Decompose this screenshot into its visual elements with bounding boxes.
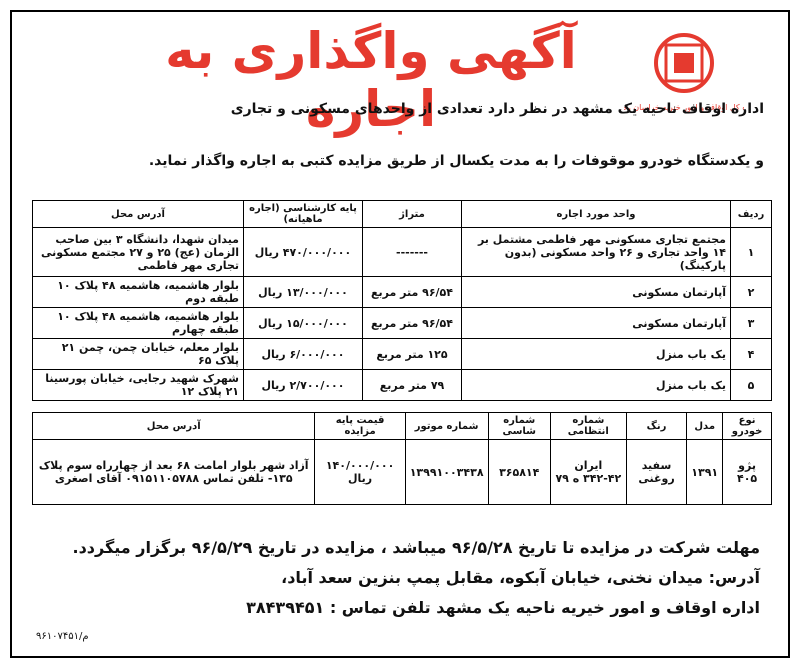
header-address: آدرس محل <box>33 201 244 228</box>
table-cell: ۱۲۵ متر مربع <box>363 339 462 370</box>
table-cell: ۲/۷۰۰/۰۰۰ ریال <box>244 370 363 401</box>
table-cell: مجتمع تجاری مسکونی مهر فاطمی مشتمل بر ۱۴ واحد تجاری و ۲۶ واحد مسکونی (بدون پارکینگ) <box>462 228 731 277</box>
svg-text:اداره کل اوقاف و امور خیریه خر: کل اوقاف و امور خیریه خراسان ر <box>626 103 740 112</box>
vehicle-header: شماره انتظامی <box>550 413 626 440</box>
address-text: آدرس: میدان نخنی، خیابان آبکوه، مقابل پمپ بنزین سعد آباد، <box>281 568 760 587</box>
table-cell: یک باب منزل <box>462 370 731 401</box>
table-cell: ۵ <box>731 370 772 401</box>
table-cell: ۱۵/۰۰۰/۰۰۰ ریال <box>244 308 363 339</box>
vehicle-header: شماره شاسی <box>488 413 550 440</box>
page-title: آگهی واگذاری به اجاره <box>165 22 577 138</box>
header-price: پایه کارشناسی (اجاره ماهیانه) <box>244 201 363 228</box>
deadline-text: مهلت شرکت در مزایده تا تاریخ ۹۶/۵/۲۸ میباشد ، مزایده در تاریخ ۹۶/۵/۲۹ برگزار میگردد. <box>72 538 760 557</box>
table-row <box>33 339 772 370</box>
vehicle-cell: پژو ۴۰۵ <box>723 440 772 505</box>
table-cell: ۹۶/۵۴ متر مربع <box>363 277 462 308</box>
table-cell: ۴ <box>731 339 772 370</box>
table-cell: بلوار هاشمیه، هاشمیه ۴۸ پلاک ۱۰ طبقه چهارم <box>33 308 244 339</box>
header-unit: واحد مورد اجاره <box>462 201 731 228</box>
table-row <box>33 228 772 277</box>
table-cell: ۲ <box>731 277 772 308</box>
table-cell: بلوار معلم، خیابان چمن، چمن ۲۱ پلاک ۶۵ <box>33 339 244 370</box>
table-cell: آپارتمان مسکونی <box>462 277 731 308</box>
vehicle-cell: ایران ۴۲-۳۴۲ ه ۷۹ <box>550 440 626 505</box>
table-cell: ۶/۰۰۰/۰۰۰ ریال <box>244 339 363 370</box>
lead-text-2: و یکدستگاه خودرو موقوفات را به مدت یکسال از طریق مزایده کتبی به اجاره واگذار نماید. <box>148 153 764 169</box>
table-row <box>33 370 772 401</box>
table-cell: ------- <box>363 228 462 277</box>
property-table <box>32 200 772 401</box>
vehicle-header: مدل <box>687 413 723 440</box>
vehicle-header: نوع خودرو <box>723 413 772 440</box>
vehicle-cell: ۱۳۹۱ <box>687 440 723 505</box>
vehicle-cell: ۱۴۰/۰۰۰/۰۰۰ ریال <box>315 440 405 505</box>
table-cell: آپارتمان مسکونی <box>462 308 731 339</box>
lead-text: اداره اوقاف ناحیه یک مشهد در نظر دارد تعدادی از واحدهای مسکونی و تجاری <box>230 101 764 117</box>
table-cell: ۷۹ متر مربع <box>363 370 462 401</box>
table-cell: ۴۷۰/۰۰۰/۰۰۰ ریال <box>244 228 363 277</box>
table-cell: ۱ <box>731 228 772 277</box>
header-row-num: ردیف <box>731 201 772 228</box>
vehicle-cell: سفید روغنی <box>626 440 687 505</box>
contact-text: اداره اوقاف و امور خیریه ناحیه یک مشهد تلفن تماس : ۳۸۴۳۹۴۵۱ <box>246 598 760 617</box>
vehicle-cell: ۱۳۹۹۱۰۰۳۴۳۸ <box>405 440 488 505</box>
table-cell: ۳ <box>731 308 772 339</box>
table-row <box>33 277 772 308</box>
vehicle-cell: ۳۶۵۸۱۴ <box>488 440 550 505</box>
table-cell: ۹۶/۵۴ متر مربع <box>363 308 462 339</box>
table-cell: ۱۳/۰۰۰/۰۰۰ ریال <box>244 277 363 308</box>
vehicle-header: قیمت پایه مزایده <box>315 413 405 440</box>
table-cell: بلوار هاشمیه، هاشمیه ۴۸ پلاک ۱۰ طبقه دوم <box>33 277 244 308</box>
vehicle-header: آدرس محل <box>33 413 315 440</box>
vehicle-table <box>32 412 772 505</box>
table-row <box>33 308 772 339</box>
table-cell: یک باب منزل <box>462 339 731 370</box>
table-cell: میدان شهدا، دانشگاه ۳ بین صاحب الزمان (عج) ۲۵ و ۲۷ مجتمع مسکونی تجاری مهر فاطمی <box>33 228 244 277</box>
table-cell: شهرک شهید رجایی، خیابان پورسینا ۲۱ پلاک ۱۲ <box>33 370 244 401</box>
header-area: متراژ <box>363 201 462 228</box>
vehicle-cell: آزاد شهر بلوار امامت ۶۸ بعد از چهارراه سوم پلاک ۱۳۵- تلفن تماس ۰۹۱۵۱۱۰۵۷۸۸ آقای اصغری <box>33 440 315 505</box>
vehicle-header: رنگ <box>626 413 687 440</box>
ad-code: م/۹۶۱۰۷۴۵۱ <box>36 631 89 642</box>
vehicle-header: شماره موتور <box>405 413 488 440</box>
